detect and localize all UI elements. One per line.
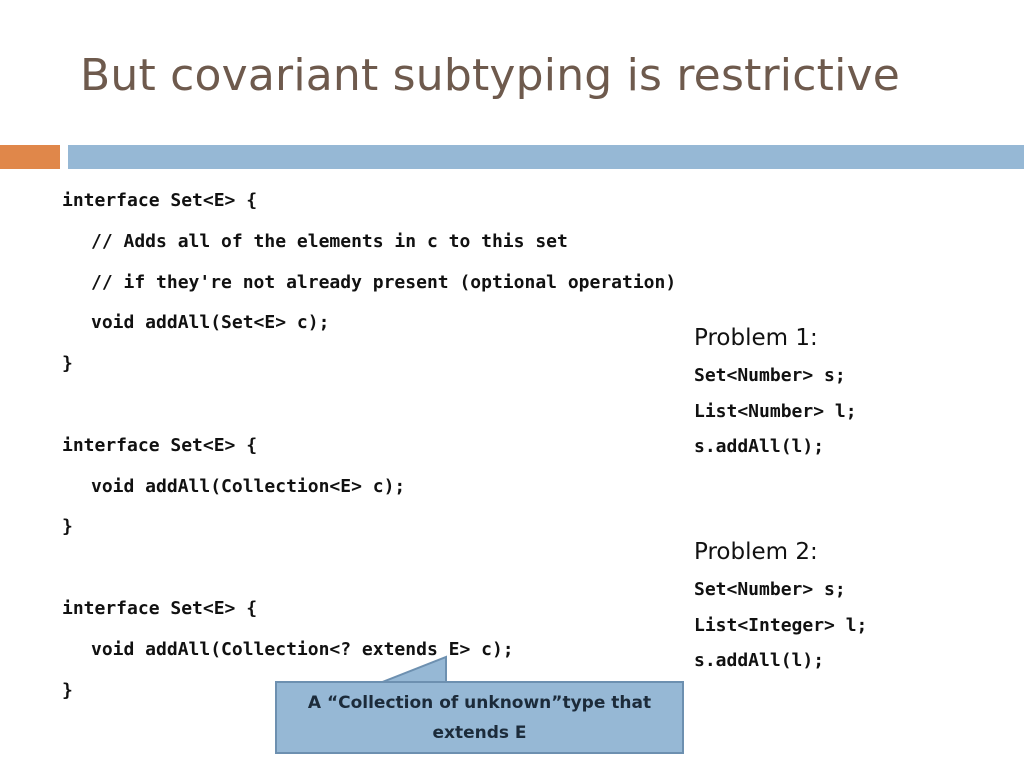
problem-1-line: s.addAll(l); <box>694 436 825 457</box>
code-line: } <box>62 679 73 701</box>
code-line: } <box>62 516 73 538</box>
problem-1 <box>694 322 857 469</box>
problem-1-line: Set<Number> s; <box>694 365 846 386</box>
code-line: // if they're not already present (optional operation) <box>91 271 677 293</box>
code-line: interface Set<E> { <box>62 597 258 619</box>
problem-2-line: s.addAll(l); <box>694 650 825 671</box>
callout-box <box>275 681 684 754</box>
problem-2-line: Set<Number> s; <box>694 579 846 600</box>
code-line: void addAll(Collection<? extends E> c); <box>91 638 514 660</box>
code-line: void addAll(Collection<E> c); <box>91 475 406 497</box>
code-line-blank <box>62 552 676 593</box>
code-line: void addAll(Set<E> c); <box>91 312 330 334</box>
code-line: // Adds all of the elements in c to this set <box>91 230 568 252</box>
callout-text: A “Collection of unknown”type that extends E <box>307 692 652 743</box>
code-line: interface Set<E> { <box>62 190 258 211</box>
code-line: interface Set<E> { <box>62 434 258 456</box>
code-line-blank <box>62 389 676 430</box>
problem-1-line: List<Number> l; <box>694 400 857 422</box>
problem-1-heading: Problem 1: <box>694 325 818 351</box>
problem-2-line: List<Integer> l; <box>694 614 868 636</box>
problem-2-heading: Problem 2: <box>694 539 818 565</box>
accent-bar-orange <box>0 145 60 169</box>
slide-title: But covariant subtyping is restrictive <box>80 50 901 101</box>
code-block <box>62 185 676 715</box>
code-line: } <box>62 353 73 375</box>
problem-2 <box>694 536 867 683</box>
accent-bar-blue <box>68 145 1024 169</box>
